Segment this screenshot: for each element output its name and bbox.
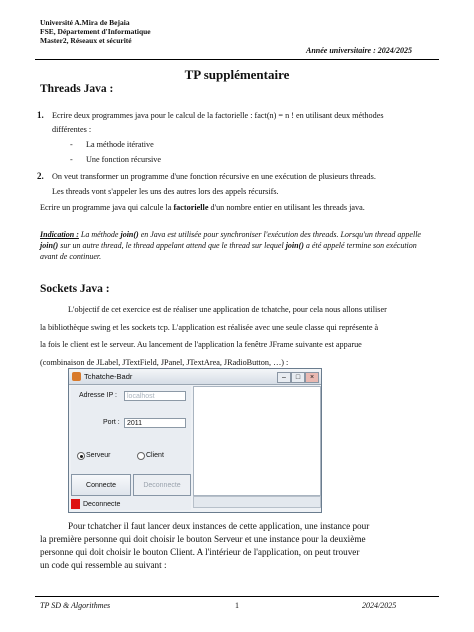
institution-header xyxy=(40,18,151,45)
minimize-button[interactable]: – xyxy=(277,372,291,383)
connect-button[interactable]: Connecte xyxy=(71,474,131,496)
page-number: 1 xyxy=(235,601,239,610)
item1-text-cont: différentes : xyxy=(52,125,92,134)
server-radio-label: Serveur xyxy=(86,452,111,459)
item1-text: Ecrire deux programmes java pour le calcul de la factorielle : fact(n) = n ! en utilisant deux méthodes xyxy=(52,111,384,120)
sub2-text: Une fonction récursive xyxy=(86,155,162,164)
close-button[interactable]: × xyxy=(305,372,319,383)
sockets-heading: Sockets Java : xyxy=(40,283,110,295)
window-title: Tchatche-Badr xyxy=(84,372,133,381)
port-label: Port : xyxy=(103,419,120,426)
address-label: Adresse IP : xyxy=(79,392,118,399)
chat-text-area[interactable] xyxy=(193,386,321,496)
footer-course: TP SD & Algorithmes xyxy=(40,601,111,610)
sub1-text: La méthode itérative xyxy=(86,140,154,149)
item1-number: 1. xyxy=(37,110,44,120)
status-text: Deconnecte xyxy=(83,501,121,508)
sub2-dash: - xyxy=(70,155,73,164)
indication-label: Indication : xyxy=(40,230,79,239)
horizontal-scrollbar[interactable] xyxy=(193,496,321,508)
port-input[interactable]: 2011 xyxy=(124,418,186,428)
item2-text-cont: Les threads vont s'appeler les uns des autres lors des appels récursifs. xyxy=(52,187,279,196)
academic-year: Année universitaire : 2024/2025 xyxy=(305,46,412,55)
sockets-paragraph: L'objectif de cet exercice est de réaliser une application de tchatche, pour cela nous allons utiliser la bibliothèque swing et les sockets tcp. L'application est réalisée avec une seule classe qui représente à la fois le client est le serveur. Au lancement de l'application la fenêtre JFrame suivante est apparue (combinaison de JLabel, JTextField, JPanel, JTextArea, JRadioButton, …) : xyxy=(40,305,387,367)
item2-number: 2. xyxy=(37,171,44,181)
program-name: Master2, Réseaux et sécurité xyxy=(40,36,132,45)
tchatche-window xyxy=(68,368,322,513)
server-radio[interactable] xyxy=(77,452,85,460)
threads-heading: Threads Java : xyxy=(40,83,114,95)
sockets-followup-paragraph: Pour tchatcher il faut lancer deux instances de cette application, une instance pour la première personne qui doit choisir le bouton Serveur et une instance pour la deuxième personne qui doit choisir le bouton Client. A l'intérieur de l'application, on peut trouver un code qui ressemble au suivant : xyxy=(40,521,370,570)
client-radio[interactable] xyxy=(137,452,145,460)
address-input[interactable]: localhost xyxy=(124,391,186,401)
maximize-button[interactable]: □ xyxy=(291,372,305,383)
item2-instruction: Ecrire un programme java qui calcule la factorielle d'un nombre entier en utilisant les threads java. xyxy=(40,203,365,212)
sub1-dash: - xyxy=(70,140,73,149)
client-radio-label: Client xyxy=(146,452,164,459)
department-name: FSE, Département d'Informatique xyxy=(40,27,151,36)
footer-rule xyxy=(35,596,439,597)
page-title: TP supplémentaire xyxy=(184,67,290,82)
disconnect-button[interactable]: Deconnecte xyxy=(133,474,191,496)
window-titlebar xyxy=(69,369,321,385)
footer-year: 2024/2025 xyxy=(362,601,397,610)
item2-text: On veut transformer un programme d'une fonction récursive en une exécution de plusieurs threads. xyxy=(52,172,376,181)
status-indicator xyxy=(71,499,80,509)
connection-panel xyxy=(71,386,191,510)
java-app-icon xyxy=(72,372,81,381)
university-name: Université A.Mira de Bejaia xyxy=(40,18,130,27)
header-rule xyxy=(35,59,439,60)
indication-note: Indication : La méthode join() en Java est utilisée pour synchroniser l'exécution des threads. Lorsqu'un thread appelle join() sur un autre thread, le thread appelant attend que le thread sur lequel join() a été appelé termine son exécution avant de continuer. xyxy=(40,230,421,261)
